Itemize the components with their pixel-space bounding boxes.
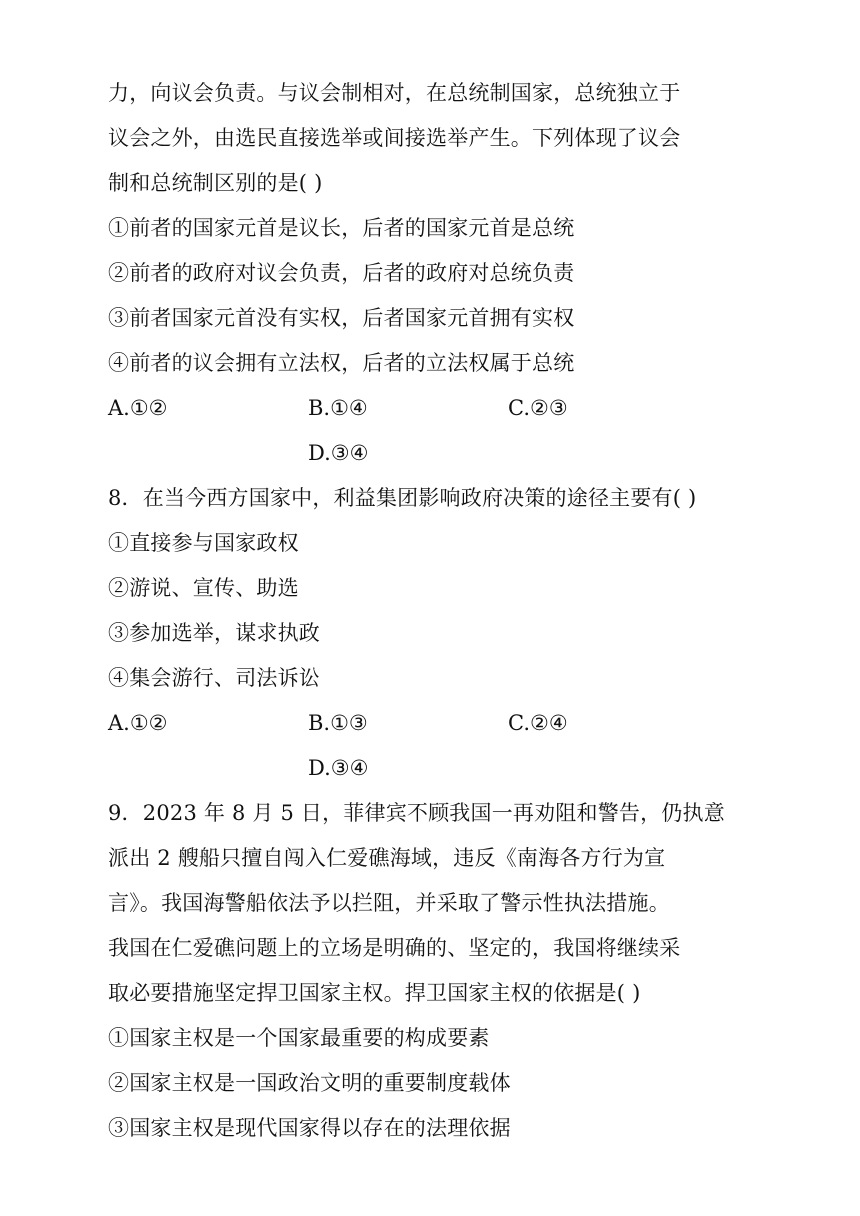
q7-item-1: ①前者的国家元首是议长，后者的国家元首是总统 [108,216,575,240]
q7-option-d[interactable]: D.③④ [308,441,369,465]
q8-stem: 8．在当今西方国家中，利益集团影响政府决策的途径主要有( ) [108,486,697,510]
q8-option-c[interactable]: C.②④ [508,711,568,735]
q9-stem-line-2: 派出 2 艘船只擅自闯入仁爱礁海域，违反《南海各方行为宣 [108,846,666,870]
q8-item-3: ③参加选举，谋求执政 [108,621,320,645]
q7-option-a[interactable]: A.①② [108,396,168,420]
q7-stem-line-1: 力，向议会负责。与议会制相对，在总统制国家，总统独立于 [108,81,681,105]
q7-option-b[interactable]: B.①④ [308,396,368,420]
q9-stem-line-1: 9．2023 年 8 月 5 日，菲律宾不顾我国一再劝阻和警告，仍执意 [108,801,725,825]
q7-stem-line-2: 议会之外，由选民直接选举或间接选举产生。下列体现了议会 [108,126,681,150]
q9-item-3: ③国家主权是现代国家得以存在的法理依据 [108,1116,511,1140]
q9-item-2: ②国家主权是一国政治文明的重要制度载体 [108,1071,511,1095]
q7-item-4: ④前者的议会拥有立法权，后者的立法权属于总统 [108,351,575,375]
q9-stem-line-4: 我国在仁爱礁问题上的立场是明确的、坚定的，我国将继续采 [108,936,681,960]
q8-item-4: ④集会游行、司法诉讼 [108,666,320,690]
q8-option-d[interactable]: D.③④ [308,756,369,780]
q7-option-c[interactable]: C.②③ [508,396,568,420]
q8-item-1: ①直接参与国家政权 [108,531,299,555]
q8-item-2: ②游说、宣传、助选 [108,576,299,600]
q8-option-b[interactable]: B.①③ [308,711,368,735]
q9-stem-line-3: 言》。我国海警船依法予以拦阻，并采取了警示性执法措施。 [108,891,670,915]
q7-item-2: ②前者的政府对议会负责，后者的政府对总统负责 [108,261,575,285]
q8-option-a[interactable]: A.①② [108,711,168,735]
q9-stem-line-5: 取必要措施坚定捍卫国家主权。捍卫国家主权的依据是( ) [108,981,641,1005]
q7-item-3: ③前者国家元首没有实权，后者国家元首拥有实权 [108,306,575,330]
q9-item-1: ①国家主权是一个国家最重要的构成要素 [108,1026,490,1050]
q7-stem-line-3: 制和总统制区别的是( ) [108,171,323,195]
